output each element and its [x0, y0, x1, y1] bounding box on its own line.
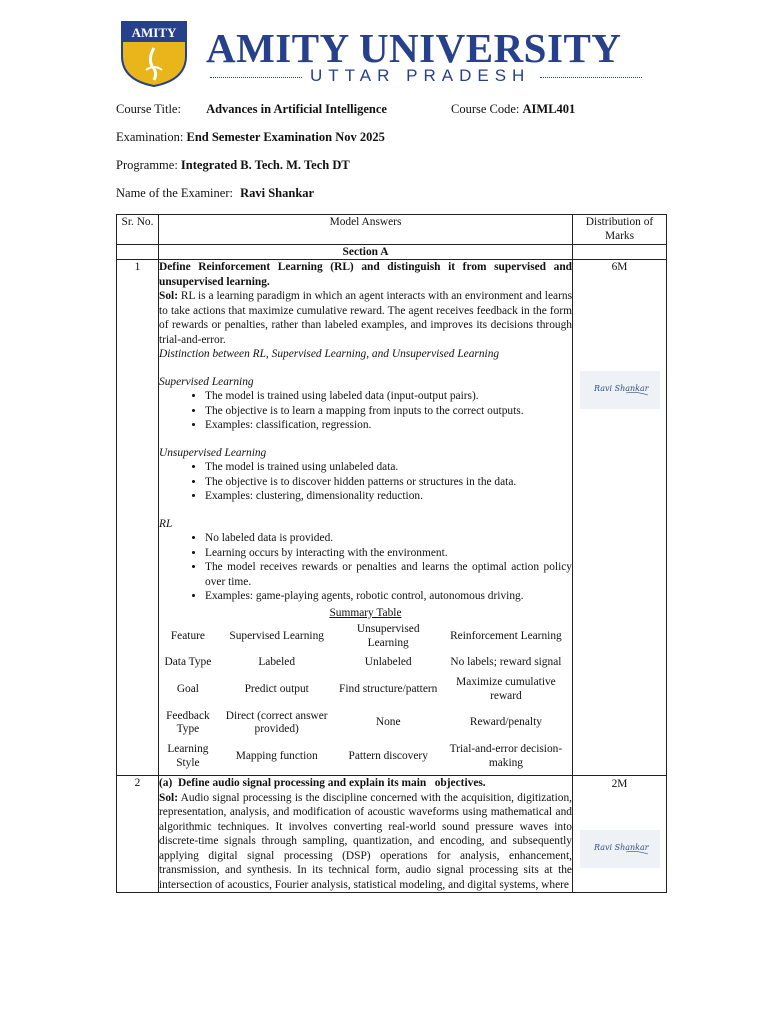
examination: End Semester Examination Nov 2025 — [186, 130, 385, 144]
solution-text: RL is a learning paradigm in which an agent interacts with an environment and learns to take actions that maximize cumulative reward. The agent receives feedback in the form of rewards or penalties, rather than labeled examples, and improves its decisions through trial-and-error. — [159, 290, 572, 346]
course-title-label: Course Title: — [116, 102, 181, 116]
summary-cell: Mapping function — [235, 749, 318, 762]
summary-cell: No labels; reward signal — [450, 656, 562, 669]
examiner-signature — [580, 371, 660, 409]
summary-cell: Trial-and-error decision-making — [449, 742, 563, 769]
sr-no-header: Sr. No. — [117, 215, 159, 245]
summary-cell: Direct (correct answer provided) — [225, 709, 328, 736]
programme-line — [116, 158, 350, 173]
unsupervised-list — [159, 460, 572, 503]
list-item: • The model is trained using labeled data (input-output pairs). — [205, 389, 572, 403]
section-row — [117, 244, 667, 259]
question-number: 1 — [117, 260, 159, 776]
summary-row — [159, 707, 572, 740]
sol-label: Sol: — [159, 290, 178, 303]
summary-cell: Goal — [176, 683, 199, 696]
summary-cell: Labeled — [258, 656, 296, 669]
list-item: • Learning occurs by interacting with the environment. — [205, 546, 572, 560]
summary-cell: Unlabeled — [364, 656, 412, 669]
university-crest-logo — [118, 20, 190, 88]
summary-cell: Predict output — [244, 683, 309, 696]
course-code-label: Course Code: — [451, 102, 520, 116]
examiner-line — [116, 186, 314, 201]
supervised-list — [159, 389, 572, 432]
solution-text: Audio signal processing is the discipline concerned with the acquisition, digitization, representation, analysis, and modification of acoustic waveforms using mathematical and algorithmic techniques. It involves converting real-world sound pressure waves into discrete-time signals through sampling, quantization, and encoding, and subsequently applying digital signal processing (DSP) operations for analysis, enhancement, transmission, and synthesis. In its technical form, audio signal processing sits at the intersection of acoustics, Fourier analysis, statistical modeling, and digital systems, where — [159, 791, 572, 891]
question-number: 2 — [117, 776, 159, 893]
question-row-2 — [117, 776, 667, 893]
marks-cell-2 — [573, 776, 667, 893]
programme-label: Programme: — [116, 158, 178, 172]
university-campus — [210, 66, 642, 88]
examination-line — [116, 130, 385, 145]
campus-text: UTTAR PRADESH — [310, 66, 531, 85]
list-item: • Examples: clustering, dimensionality reduction. — [205, 489, 572, 503]
summary-header-row — [159, 620, 572, 653]
question-text: Define Reinforcement Learning (RL) and distinguish it from supervised and unsupervised learning. — [159, 261, 572, 288]
summary-cell: Maximize cumulative reward — [456, 676, 556, 702]
summary-header-cell: Reinforcement Learning — [450, 629, 562, 642]
list-item: • The objective is to learn a mapping from inputs to the correct outputs. — [205, 404, 572, 418]
section-title: Section A — [159, 244, 573, 259]
summary-cell: Pattern discovery — [348, 749, 428, 762]
list-item: • The objective is to discover hidden patterns or structures in the data. — [205, 475, 572, 489]
summary-cell: Reward/penalty — [469, 716, 542, 729]
answer-cell-2 — [159, 776, 573, 893]
rl-list — [159, 531, 572, 603]
summary-cell: Learning Style — [167, 742, 209, 769]
distinction-heading: Distinction between RL, Supervised Learning, and Unsupervised Learning — [159, 348, 500, 361]
list-item: • No labeled data is provided. — [205, 531, 572, 545]
answer-cell-1 — [159, 260, 573, 776]
svg-text:Ravi Shankar: Ravi Shankar — [593, 842, 649, 852]
examiner-label: Name of the Examiner: — [116, 186, 233, 200]
university-name: AMITY UNIVERSITY — [206, 25, 622, 71]
marks-header: Distribution of Marks — [573, 215, 667, 245]
list-item: • Examples: classification, regression. — [205, 418, 572, 432]
model-answers-header: Model Answers — [159, 215, 573, 245]
summary-table-title: Summary Table — [329, 606, 402, 619]
marks-value: 2M — [611, 778, 628, 791]
question-row-1 — [117, 260, 667, 776]
summary-header-cell: Feature — [170, 629, 205, 642]
summary-cell: Find structure/pattern — [339, 683, 438, 696]
course-code-line — [451, 102, 575, 117]
summary-cell: Data Type — [164, 656, 212, 669]
unsupervised-heading: Unsupervised Learning — [159, 446, 267, 459]
question-text: (a) Define audio signal processing and explain its main objectives. — [159, 777, 486, 790]
model-answers-table — [116, 214, 667, 893]
summary-row — [159, 673, 572, 706]
svg-text:AMITY: AMITY — [131, 25, 177, 40]
course-code: AIML401 — [522, 102, 576, 116]
rl-heading: RL — [159, 517, 173, 530]
summary-cell: Feedback Type — [166, 709, 210, 736]
list-item: • Examples: game-playing agents, robotic control, autonomous driving. — [205, 589, 572, 603]
examiner-signature — [580, 830, 660, 868]
marks-value: 6M — [611, 261, 628, 274]
summary-cell: None — [375, 716, 401, 729]
sol-label: Sol: — [159, 791, 178, 804]
svg-text:Ravi Shankar: Ravi Shankar — [593, 383, 649, 393]
summary-header-cell: Unsupervised Learning — [356, 623, 420, 649]
summary-header-cell: Supervised Learning — [229, 629, 324, 642]
summary-row — [159, 740, 572, 773]
university-header — [118, 18, 648, 94]
examination-label: Examination: — [116, 130, 184, 144]
marks-cell-1 — [573, 260, 667, 776]
summary-table — [159, 620, 572, 773]
list-item: • The model is trained using unlabeled data. — [205, 460, 572, 474]
course-title-line — [116, 102, 387, 117]
list-item: • The model receives rewards or penalties and learns the optimal action policy over time. — [205, 560, 572, 589]
examiner-name: Ravi Shankar — [240, 186, 315, 200]
programme: Integrated B. Tech. M. Tech DT — [180, 158, 350, 172]
supervised-heading: Supervised Learning — [159, 375, 254, 388]
table-header-row — [117, 215, 667, 245]
summary-row — [159, 653, 572, 673]
course-title: Advances in Artificial Intelligence — [206, 102, 387, 116]
